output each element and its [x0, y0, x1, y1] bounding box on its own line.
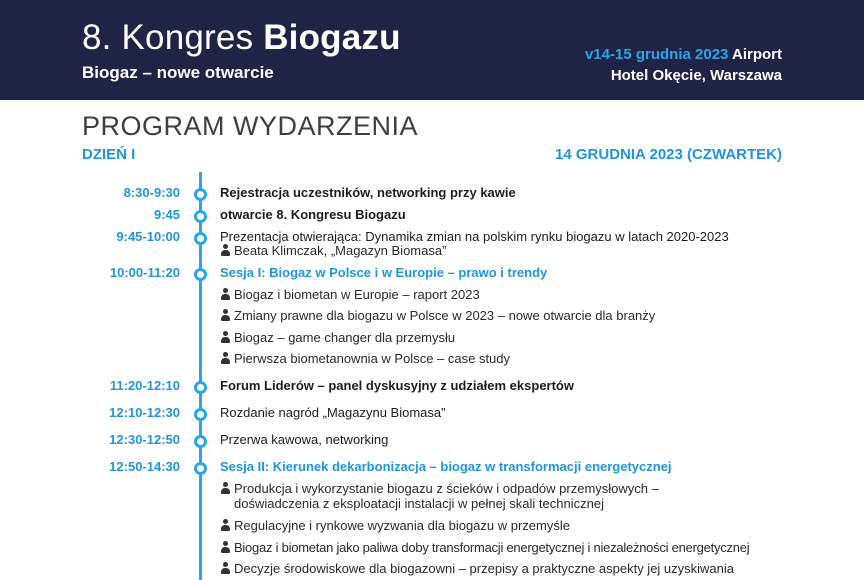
speaker-text: Beata Klimczak, „Magazyn Biomasa”: [234, 243, 447, 258]
session-item: [220, 540, 749, 555]
schedule-time: 9:45: [153, 207, 180, 222]
person-icon: [220, 288, 231, 300]
speaker-line: [220, 243, 446, 258]
schedule-time: 12:10-12:30: [109, 405, 180, 420]
schedule-title: Forum Liderów – panel dyskusyjny z udziałem ekspertów: [220, 378, 574, 393]
schedule-time: 10:00-11:20: [109, 265, 180, 280]
schedule-time: 9:45-10:00: [116, 229, 180, 244]
timeline-dot: [194, 188, 207, 201]
event-title-light: 8. Kongres: [82, 18, 264, 57]
schedule-time: 12:50-14:30: [109, 459, 180, 474]
timeline-dot: [194, 381, 207, 394]
session-item-text: Pierwsza biometanownia w Polsce – case study: [234, 351, 511, 366]
person-icon: [220, 352, 231, 364]
header-banner: [0, 0, 864, 100]
schedule-time: 12:30-12:50: [109, 432, 180, 447]
person-icon: [220, 562, 231, 574]
event-venue-line1: Airport: [728, 46, 782, 63]
program-title: PROGRAM WYDARZENIA: [82, 111, 419, 141]
session-item: [220, 308, 655, 323]
timeline-dot: [194, 210, 207, 223]
schedule-title: Przerwa kawowa, networking: [220, 432, 389, 447]
session-item: [220, 481, 659, 496]
session-item-text: Regulacyjne i rynkowe wyzwania dla biogazu w przemyśle: [234, 518, 570, 533]
day-label: DZIEŃ I: [82, 146, 136, 163]
session-item: [220, 518, 570, 533]
schedule-time: 8:30-9:30: [123, 185, 180, 200]
schedule-time: 11:20-12:10: [109, 378, 180, 393]
session-item: [220, 561, 734, 576]
person-icon: [220, 331, 231, 343]
timeline-dot: [194, 232, 207, 245]
person-icon: [220, 482, 231, 494]
session-item-text: Biogaz i biometan w Europie – raport 2023: [234, 287, 480, 302]
timeline-dot: [194, 462, 207, 475]
session-item-text: Biogaz – game changer dla przemysłu: [234, 330, 456, 345]
schedule-title: Prezentacja otwierająca: Dynamika zmian na polskim rynku biogazu w latach 2020-2023: [220, 229, 729, 244]
event-dates: v14-15 grudnia 2023: [584, 46, 729, 63]
timeline-dot: [194, 435, 207, 448]
event-subtitle: Biogaz – nowe otwarcie: [82, 63, 274, 82]
session-item-text: Zmiany prawne dla biogazu w Polsce w 2023 – nowe otwarcie dla branży: [234, 308, 656, 323]
timeline-dot: [194, 408, 207, 421]
session-item-text: Decyzje środowiskowe dla biogazowni – przepisy a praktyczne aspekty jej uzyskiwania: [234, 561, 735, 576]
session-item-continuation: doświadczenia z eksploatacji instalacji w pełnej skali technicznej: [234, 496, 604, 511]
session-item: [220, 351, 510, 366]
session-item: [220, 330, 455, 345]
event-title-bold: Biogazu: [263, 18, 401, 57]
event-title: [82, 16, 401, 60]
session-title: Sesja I: Biogaz w Polsce i w Europie – prawo i trendy: [220, 265, 548, 280]
person-icon: [220, 244, 231, 256]
schedule-title: otwarcie 8. Kongresu Biogazu: [220, 207, 406, 222]
session-item: [220, 287, 480, 302]
session-item-text: Biogaz i biometan jako paliwa doby transformacji energetycznej i niezależności energetycznej: [234, 540, 750, 555]
session-item-text: Produkcja i wykorzystanie biogazu z ścieków i odpadów przemysłowych –: [234, 481, 659, 496]
person-icon: [220, 541, 231, 553]
event-venue-line2: Hotel Okęcie, Warszawa: [610, 67, 782, 84]
session-title: Sesja II: Kierunek dekarbonizacja – biogaz w transformacji energetycznej: [220, 459, 672, 474]
timeline-dot: [194, 268, 207, 281]
person-icon: [220, 519, 231, 531]
person-icon: [220, 309, 231, 321]
schedule-title: Rozdanie nagród „Magazynu Biomasa”: [220, 405, 446, 420]
schedule-title: Rejestracja uczestników, networking przy kawie: [220, 185, 516, 200]
day-date: 14 GRUDNIA 2023 (CZWARTEK): [555, 146, 782, 163]
event-date-venue: [585, 44, 782, 86]
